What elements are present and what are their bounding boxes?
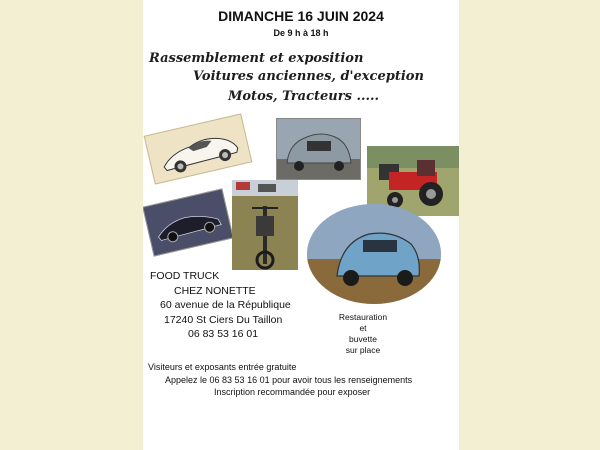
catering-line-2: et: [359, 323, 367, 333]
footer-line-2: Appelez le 06 83 53 16 01 pour avoir tous les renseignements: [165, 375, 413, 385]
porsche-drawing: [143, 188, 234, 256]
tagline-line-3: Motos, Tracteurs .....: [228, 89, 380, 104]
catering-line-4: sur place: [345, 345, 381, 355]
catering-line-3: buvette: [349, 334, 377, 344]
sports-car-drawing: [144, 113, 253, 184]
event-date: DIMANCHE 16 JUIN 2024: [218, 8, 384, 24]
footer-line-1: Visiteurs et exposants entrée gratuite: [148, 362, 297, 372]
citroen-2cv-photo: [307, 204, 441, 304]
classic-car-photo: [276, 118, 361, 180]
motorcycle-photo: [232, 180, 298, 270]
tagline-line-1: Rassemblement et exposition: [149, 51, 364, 66]
catering-line-1: Restauration: [338, 312, 388, 322]
catering-note: [327, 312, 399, 356]
event-hours: De 9 h à 18 h: [273, 28, 329, 38]
food-truck-line-1: FOOD TRUCK: [150, 270, 220, 282]
address-line-2: 17240 St Ciers Du Taillon: [164, 314, 283, 326]
food-truck-line-2: CHEZ NONETTE: [174, 285, 256, 297]
phone-number: 06 83 53 16 01: [188, 328, 259, 340]
event-poster: [143, 0, 459, 450]
tagline-line-2: Voitures anciennes, d'exception: [193, 69, 424, 84]
address-line-1: 60 avenue de la République: [160, 299, 291, 311]
footer-line-3: Inscription recommandée pour exposer: [214, 387, 371, 397]
